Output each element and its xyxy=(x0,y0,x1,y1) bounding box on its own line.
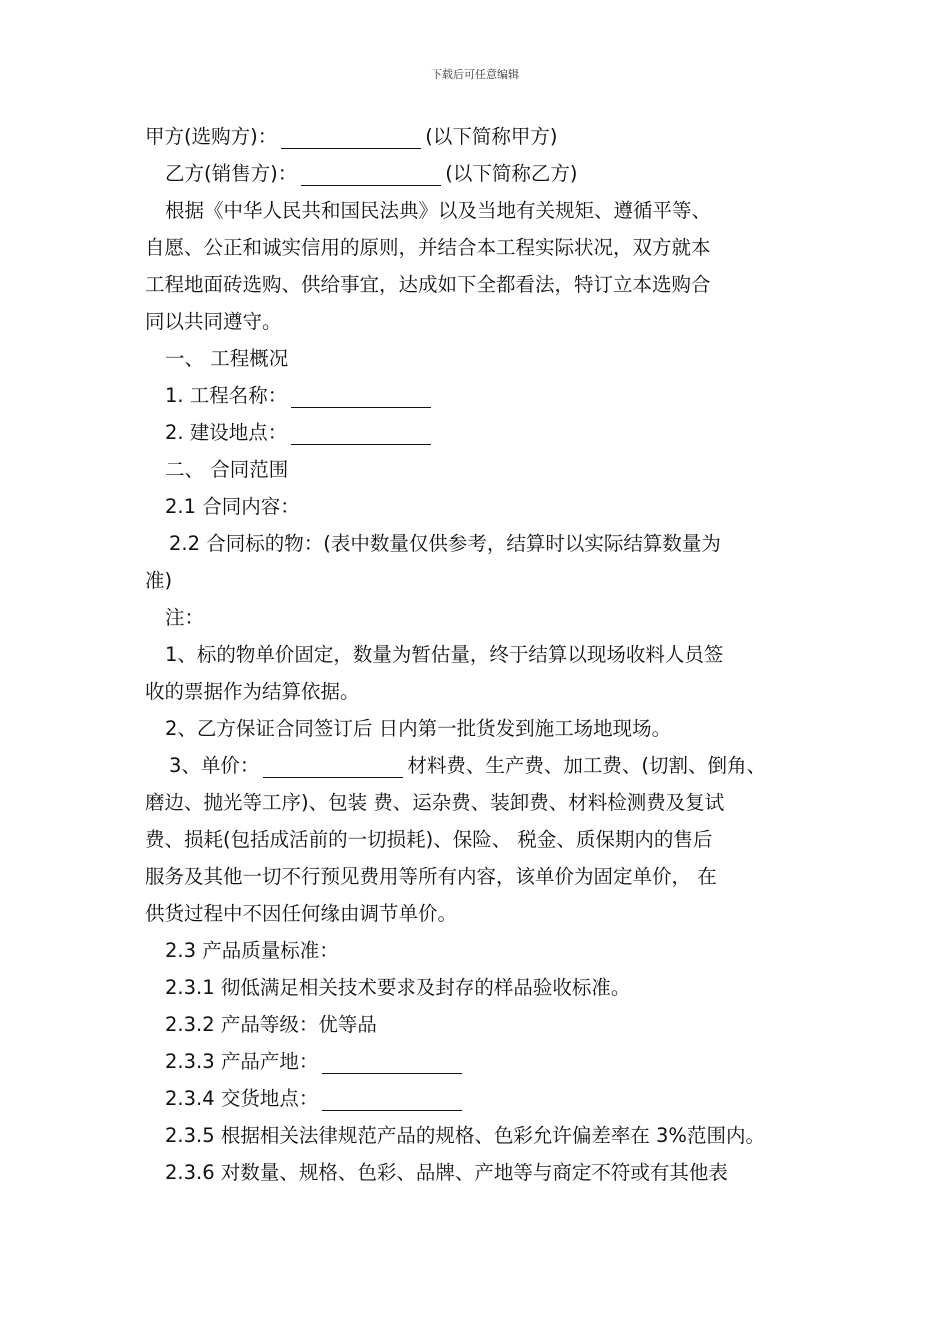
fill-in-blank[interactable] xyxy=(322,1086,462,1111)
line-intro-2 xyxy=(145,229,810,266)
line-text: 2.1 合同内容： xyxy=(165,495,300,518)
line-text: 2.3.4 交货地点： xyxy=(165,1087,319,1110)
fill-in-blank[interactable] xyxy=(263,753,403,778)
line-item-1-1 xyxy=(145,377,810,414)
line-sec-2 xyxy=(145,451,810,488)
line-sec-1 xyxy=(145,340,810,377)
line-note-3c xyxy=(145,821,810,858)
line-note xyxy=(145,599,810,636)
line-text: 2.3.5 根据相关法律规范产品的规格、色彩允许偏差率在 3%范围内。 xyxy=(165,1124,765,1147)
line-text: 磨边、抛光等工序)、包装 费、运杂费、装卸费、材料检测费及复试 xyxy=(145,791,725,814)
line-text: 自愿、公正和诚实信用的原则，并结合本工程实际状况，双方就本 xyxy=(145,236,711,259)
line-note-3b xyxy=(145,784,810,821)
line-text: (以下简称乙方) xyxy=(445,162,578,185)
line-text: 2.3 产品质量标准： xyxy=(165,939,339,962)
line-note-2 xyxy=(145,710,810,747)
line-item-2-3-2 xyxy=(145,1006,810,1043)
fill-in-blank[interactable] xyxy=(301,161,441,186)
line-text: 注： xyxy=(165,606,205,629)
line-item-2-3-4 xyxy=(145,1080,810,1117)
line-note-1a xyxy=(145,636,810,673)
line-intro-1 xyxy=(145,192,810,229)
line-text: 乙方(销售方)： xyxy=(165,162,298,185)
line-text: 2.3.3 产品产地： xyxy=(165,1050,319,1073)
line-text: 甲方(选购方)： xyxy=(145,125,278,148)
line-text: 2.3.1 彻低满足相关技术要求及封存的样品验收标准。 xyxy=(165,976,631,999)
line-text: 一、 工程概况 xyxy=(165,347,289,370)
fill-in-blank[interactable] xyxy=(291,383,431,408)
line-text: 3、单价： xyxy=(169,754,260,777)
line-text: 根据《中华人民共和国民法典》以及当地有关规矩、遵循平等、 xyxy=(165,199,712,222)
line-text: 1、标的物单价固定，数量为暂估量，终于结算以现场收料人员签 xyxy=(165,643,724,666)
line-text: 收的票据作为结算依据。 xyxy=(145,680,360,703)
line-item-2-2b xyxy=(145,562,810,599)
fill-in-blank[interactable] xyxy=(281,124,421,149)
line-note-3d xyxy=(145,858,810,895)
line-note-1b xyxy=(145,673,810,710)
line-text: 费、损耗(包括成活前的一切损耗)、保险、 税金、质保期内的售后 xyxy=(145,828,713,851)
line-text: 2.3.2 产品等级：优等品 xyxy=(165,1013,377,1036)
line-item-2-3-6 xyxy=(145,1154,810,1191)
fill-in-blank[interactable] xyxy=(291,420,431,445)
line-item-2-3-1 xyxy=(145,969,810,1006)
line-item-2-3-5 xyxy=(145,1117,810,1154)
line-item-2-2a xyxy=(145,525,810,562)
fill-in-blank[interactable] xyxy=(322,1049,462,1074)
line-text: 1. 工程名称： xyxy=(165,384,288,407)
line-text: 2.2 合同标的物：(表中数量仅供参考，结算时以实际结算数量为 xyxy=(169,532,721,555)
line-text: 二、 合同范围 xyxy=(165,458,289,481)
line-text: 2、乙方保证合同签订后 日内第一批货发到施工场地现场。 xyxy=(165,717,672,740)
line-note-3e xyxy=(145,895,810,932)
line-text: 材料费、生产费、加工费、(切割、倒角、 xyxy=(407,754,767,777)
line-item-2-3 xyxy=(145,932,810,969)
line-intro-3 xyxy=(145,266,810,303)
line-party-a xyxy=(145,118,810,155)
line-item-1-2 xyxy=(145,414,810,451)
line-item-2-3-3 xyxy=(145,1043,810,1080)
contract-body xyxy=(145,118,810,1191)
line-text: (以下简称甲方) xyxy=(425,125,558,148)
line-text: 工程地面砖选购、供给事宜，达成如下全都看法，特订立本选购合 xyxy=(145,273,711,296)
line-text: 2.3.6 对数量、规格、色彩、品牌、产地等与商定不符或有其他表 xyxy=(165,1161,728,1184)
line-text: 2. 建设地点： xyxy=(165,421,288,444)
line-item-2-1 xyxy=(145,488,810,525)
line-text: 准) xyxy=(145,569,173,592)
page-header: 下载后可任意编辑 xyxy=(431,68,519,81)
line-party-b xyxy=(145,155,810,192)
line-text: 供货过程中不因任何缘由调节单价。 xyxy=(145,902,458,925)
line-text: 同以共同遵守。 xyxy=(145,310,282,333)
line-text: 服务及其他一切不行预见费用等所有内容，该单价为固定单价， 在 xyxy=(145,865,717,888)
line-intro-4 xyxy=(145,303,810,340)
line-note-3a xyxy=(145,747,810,784)
